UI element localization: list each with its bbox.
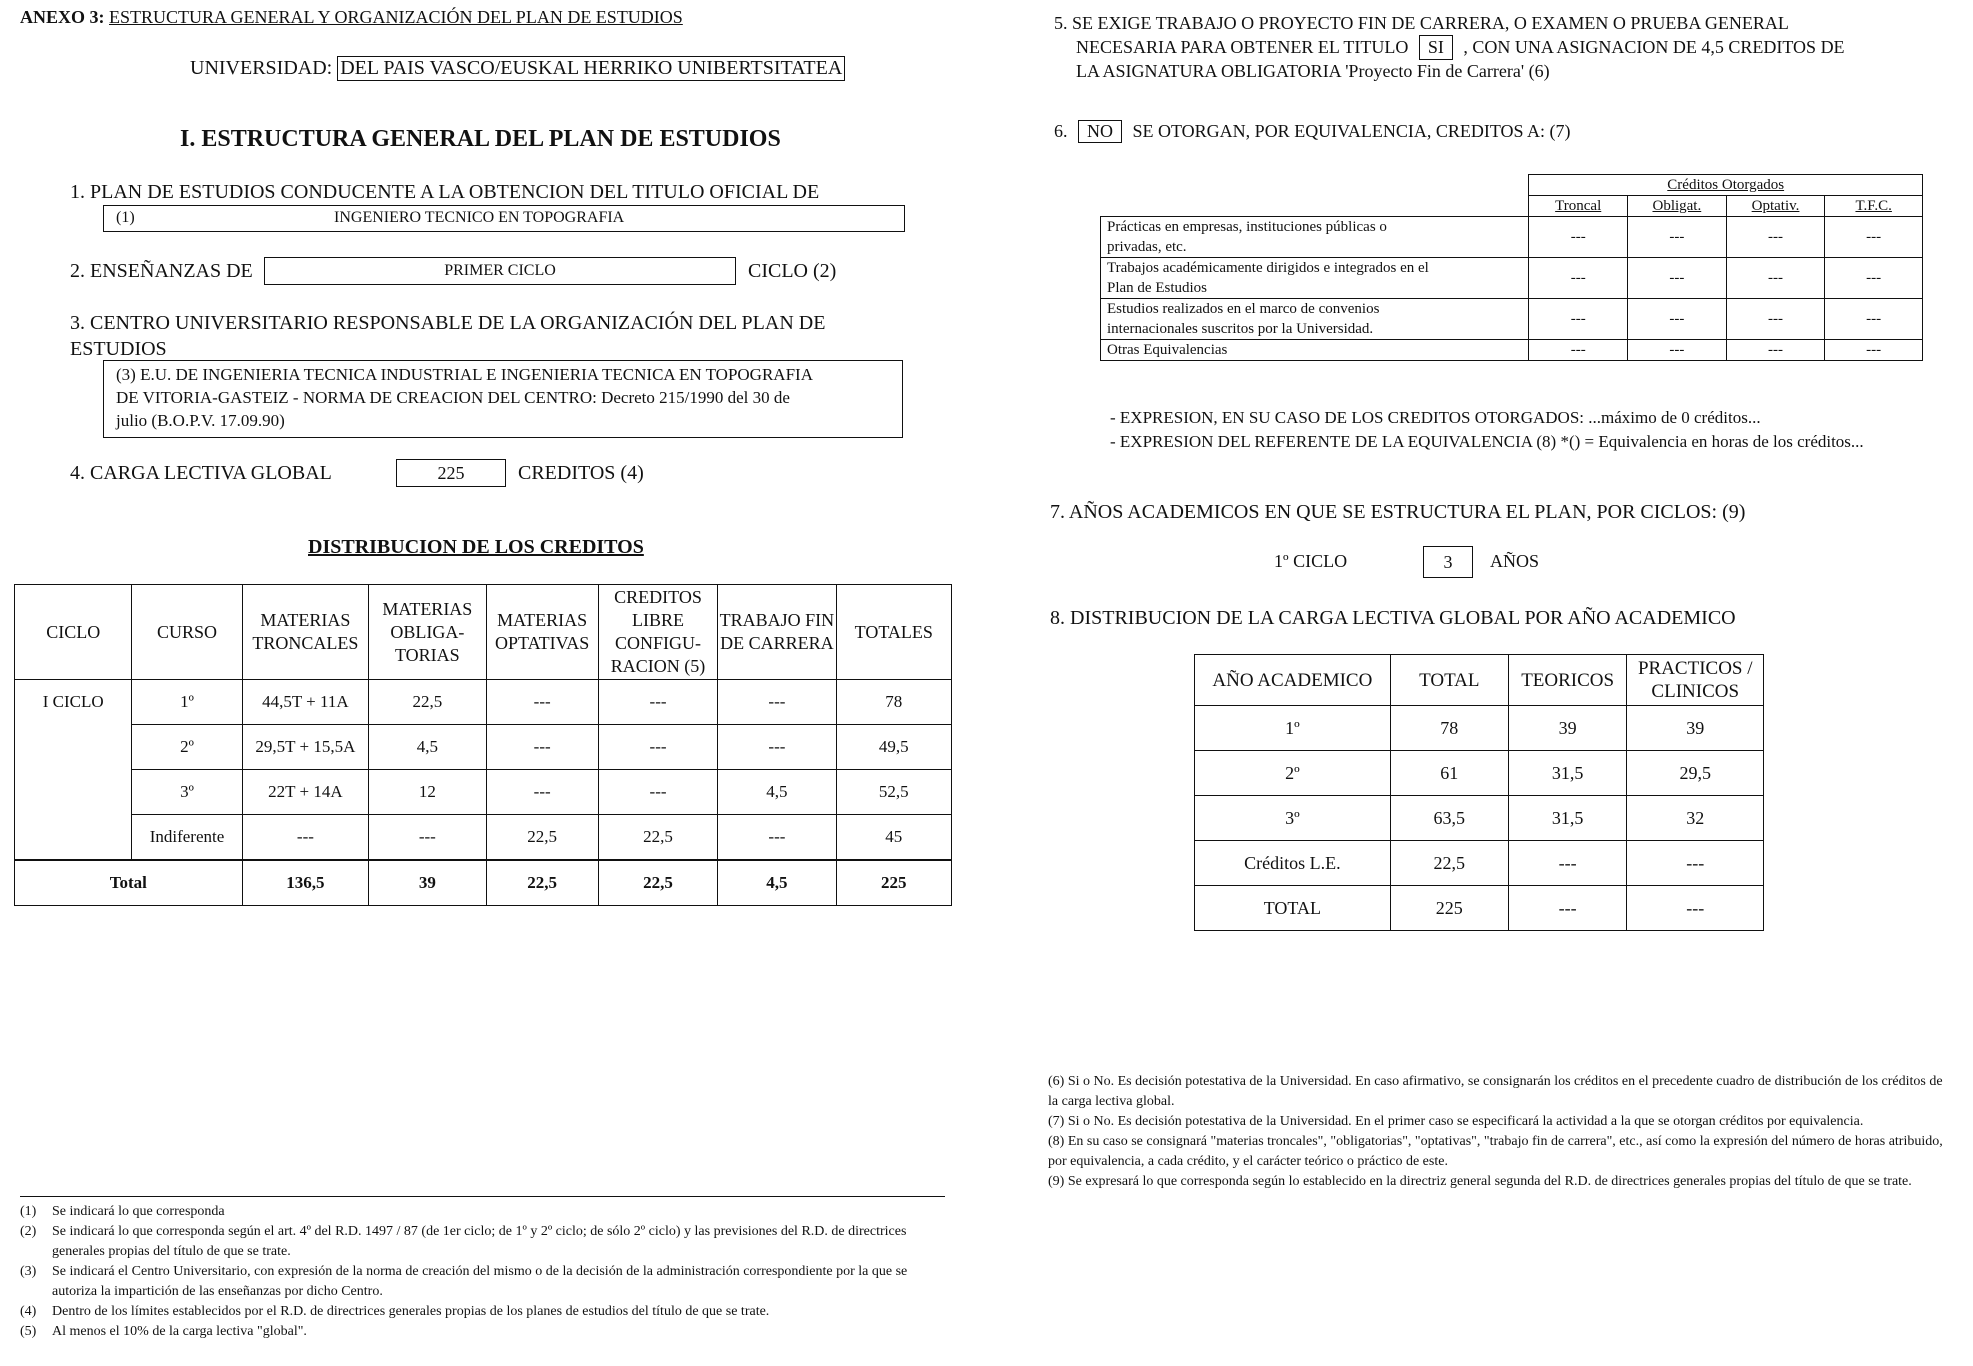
equiv-row-label: [1101, 217, 1529, 258]
cell-totales: 52,5: [836, 770, 951, 815]
footnote-num: (5): [20, 1324, 37, 1339]
item7-label: 7. AÑOS ACADEMICOS EN QUE SE ESTRUCTURA EL PLAN, POR CICLOS: (9): [1050, 501, 1746, 523]
col-troncales: MATERIAS TRONCALES: [242, 585, 368, 680]
cell-total-libre: 22,5: [598, 860, 717, 906]
cell-total: 63,5: [1390, 796, 1508, 841]
col-totales: TOTALES: [836, 585, 951, 680]
item7-suffix: AÑOS: [1490, 551, 1540, 571]
item5-line2b: , CON UNA ASIGNACION DE 4,5 CREDITOS DE: [1463, 37, 1845, 57]
cell-total-label: Total: [15, 860, 243, 906]
item2-value: PRIMER CICLO: [264, 257, 736, 285]
table-row: [1101, 217, 1923, 258]
equivalence-table: [1100, 174, 1923, 361]
cell-anio: Créditos L.E.: [1195, 841, 1391, 886]
equiv-cell: ---: [1628, 340, 1727, 361]
cell-optativas: ---: [486, 770, 598, 815]
right-footnotes: [1048, 1072, 1953, 1192]
table-row: [1101, 299, 1923, 340]
equiv-col: Obligat.: [1628, 196, 1727, 217]
item4-value: 225: [396, 459, 506, 487]
equiv-row-label: [1101, 299, 1529, 340]
expression-credits: - EXPRESION, EN SU CASO DE LOS CREDITOS OTORGADOS: ...máximo de 0 créditos...: [1110, 408, 1761, 427]
item6-label: SE OTORGAN, POR EQUIVALENCIA, CREDITOS A: (7): [1132, 121, 1571, 141]
cell-trabajo: ---: [718, 815, 836, 861]
item3-label-1: 3. CENTRO UNIVERSITARIO RESPONSABLE DE LA ORGANIZACIÓN DEL PLAN DE: [70, 312, 826, 334]
equiv-cell: ---: [1825, 258, 1923, 299]
cell-trabajo: ---: [718, 680, 836, 725]
table-row: [15, 770, 952, 815]
cell-libre: 22,5: [598, 815, 717, 861]
table-row: [1195, 886, 1764, 931]
cell-teoricos: 31,5: [1508, 796, 1627, 841]
item6-value: NO: [1078, 120, 1122, 143]
cell-total: 78: [1390, 706, 1508, 751]
cell-practicos: ---: [1627, 841, 1764, 886]
annex-title: ESTRUCTURA GENERAL Y ORGANIZACIÓN DEL PLAN DE ESTUDIOS: [109, 7, 683, 27]
table-row: [1101, 340, 1923, 361]
equiv-cell: ---: [1529, 340, 1628, 361]
footnote-divider: [20, 1196, 945, 1197]
equiv-header-row: [1101, 196, 1923, 217]
footnote-text: Al menos el 10% de la carga lectiva "global".: [52, 1324, 307, 1339]
item1-box: [103, 205, 905, 232]
item6: [1054, 120, 1571, 143]
item3-value-1: (3) E.U. DE INGENIERIA TECNICA INDUSTRIAL E INGENIERIA TECNICA EN TOPOGRAFIA: [116, 365, 813, 384]
equiv-group-header: Créditos Otorgados: [1529, 175, 1923, 196]
equiv-cell: ---: [1529, 258, 1628, 299]
item4-label: 4. CARGA LECTIVA GLOBAL: [70, 462, 332, 484]
equiv-cell: ---: [1726, 217, 1825, 258]
cell-troncales: 44,5T + 11A: [242, 680, 368, 725]
empty-cell: [1101, 175, 1529, 196]
table-row: [1195, 751, 1764, 796]
item3-label-2: ESTUDIOS: [70, 338, 167, 360]
cell-anio: 3º: [1195, 796, 1391, 841]
cell-libre: ---: [598, 680, 717, 725]
col-total: TOTAL: [1390, 655, 1508, 706]
cell-libre: ---: [598, 725, 717, 770]
item5-line3: LA ASIGNATURA OBLIGATORIA 'Proyecto Fin de Carrera' (6): [1076, 61, 1550, 81]
cell-obligatorias: 12: [369, 770, 486, 815]
equiv-col: Troncal: [1529, 196, 1628, 217]
table-row: [1195, 796, 1764, 841]
equiv-col: Optativ.: [1726, 196, 1825, 217]
cell-practicos: 39: [1627, 706, 1764, 751]
cell-ciclo: I CICLO: [15, 680, 132, 725]
equiv-cell: ---: [1726, 299, 1825, 340]
cell-optativas: ---: [486, 725, 598, 770]
footnote: (6) Si o No. Es decisión potestativa de la Universidad. En caso afirmativo, se consignarán los créditos en el precedente cuadro de distribución de los créditos de la carga lectiva global.: [1048, 1074, 1943, 1109]
equiv-cell: ---: [1628, 217, 1727, 258]
cell-teoricos: ---: [1508, 886, 1627, 931]
credits-distribution-table: [14, 584, 952, 906]
label-line: Plan de Estudios: [1107, 280, 1207, 296]
cell-totales: 45: [836, 815, 951, 861]
cell-optativas: 22,5: [486, 815, 598, 861]
cell-curso: 3º: [132, 770, 242, 815]
footnote: [20, 1302, 945, 1322]
item3-box: [103, 360, 903, 438]
item7-ciclo: 1º CICLO: [1274, 551, 1348, 571]
col-curso: CURSO: [132, 585, 242, 680]
cell-totales: 78: [836, 680, 951, 725]
cell-totales: 49,5: [836, 725, 951, 770]
equiv-cell: ---: [1726, 340, 1825, 361]
item5: [1054, 12, 1845, 83]
footnote-text: Dentro de los límites establecidos por el R.D. de directrices generales propias de los planes de estudios del título de que se trate.: [52, 1304, 770, 1319]
table-row: [15, 815, 952, 861]
equiv-cell: ---: [1825, 340, 1923, 361]
col-optativas: MATERIAS OPTATIVAS: [486, 585, 598, 680]
equiv-group-row: [1101, 175, 1923, 196]
cell-teoricos: ---: [1508, 841, 1627, 886]
cell-total-totales: 225: [836, 860, 951, 906]
footnote: (9) Se expresará lo que corresponda según lo establecido en la directriz general segunda del R.D. de directrices generales propias del título de que se trate.: [1048, 1174, 1912, 1189]
item3-value-3: julio (B.O.P.V. 17.09.90): [116, 411, 285, 430]
footnote: (8) En su caso se consignará "materias troncales", "obligatorias", "optativas", "trabajo fin de carrera", etc., así como la expresión del número de horas atribuido, por equivalencia, a cada crédito, y el carácter teórico o práctico de este.: [1048, 1134, 1943, 1169]
cell-obligatorias: ---: [369, 815, 486, 861]
col-anio: AÑO ACADEMICO: [1195, 655, 1391, 706]
cell-total: 22,5: [1390, 841, 1508, 886]
table-row: [1101, 258, 1923, 299]
item2-suffix: CICLO (2): [748, 260, 837, 282]
col-obligatorias: MATERIAS OBLIGA- TORIAS: [369, 585, 486, 680]
item5-value: SI: [1419, 35, 1453, 60]
left-footnotes: [20, 1202, 945, 1342]
equiv-cell: ---: [1825, 299, 1923, 340]
item2-label: 2. ENSEÑANZAS DE: [70, 260, 253, 282]
cell-total-obligatorias: 39: [369, 860, 486, 906]
item1-value: INGENIERO TECNICO EN TOPOGRAFIA: [334, 209, 625, 226]
cell-teoricos: 31,5: [1508, 751, 1627, 796]
footnote-num: (4): [20, 1304, 37, 1319]
cell-total-troncales: 136,5: [242, 860, 368, 906]
cell-anio: 2º: [1195, 751, 1391, 796]
expression-reference: - EXPRESION DEL REFERENTE DE LA EQUIVALENCIA (8) *() = Equivalencia en horas de los créditos...: [1110, 432, 1864, 451]
cell-anio: 1º: [1195, 706, 1391, 751]
dist-title: DISTRIBUCION DE LOS CREDITOS: [308, 536, 644, 558]
label-line: Trabajos académicamente dirigidos e integrados en el: [1107, 260, 1429, 276]
table-total-row: [15, 860, 952, 906]
equiv-cell: ---: [1628, 258, 1727, 299]
footnote: (7) Si o No. Es decisión potestativa de la Universidad. En el primer caso se especificará la actividad a la que se otorgan créditos por equivalencia.: [1048, 1114, 1864, 1129]
label-line: privadas, etc.: [1107, 239, 1187, 255]
cell-curso: 2º: [132, 725, 242, 770]
item6-num: 6.: [1054, 121, 1068, 141]
item8-label: 8. DISTRIBUCION DE LA CARGA LECTIVA GLOBAL POR AÑO ACADEMICO: [1050, 607, 1736, 629]
cell-teoricos: 39: [1508, 706, 1627, 751]
table-header-row: [1195, 655, 1764, 706]
equiv-cell: ---: [1825, 217, 1923, 258]
cell-total-trabajo: 4,5: [718, 860, 836, 906]
cell-practicos: ---: [1627, 886, 1764, 931]
item3-value-2: DE VITORIA-GASTEIZ - NORMA DE CREACION DEL CENTRO: Decreto 215/1990 del 30 de: [116, 388, 790, 407]
item1-label: 1. PLAN DE ESTUDIOS CONDUCENTE A LA OBTENCION DEL TITULO OFICIAL DE: [70, 181, 820, 203]
equiv-cell: ---: [1726, 258, 1825, 299]
empty-cell: [1101, 196, 1529, 217]
table-row: [1195, 706, 1764, 751]
cell-obligatorias: 22,5: [369, 680, 486, 725]
cell-troncales: 29,5T + 15,5A: [242, 725, 368, 770]
item5-line2a: NECESARIA PARA OBTENER EL TITULO: [1076, 37, 1409, 57]
cell-troncales: 22T + 14A: [242, 770, 368, 815]
cell-libre: ---: [598, 770, 717, 815]
cell-total: 225: [1390, 886, 1508, 931]
table-header-row: [15, 585, 952, 680]
equiv-row-label: Otras Equivalencias: [1101, 340, 1529, 361]
footnote: [20, 1322, 945, 1342]
footnote: [20, 1262, 945, 1302]
section-title: I. ESTRUCTURA GENERAL DEL PLAN DE ESTUDIOS: [180, 126, 781, 152]
cell-curso: 1º: [132, 680, 242, 725]
col-trabajo: TRABAJO FIN DE CARRERA: [718, 585, 836, 680]
cell-ciclo: [15, 815, 132, 861]
label-line: internacionales suscritos por la Universidad.: [1107, 321, 1374, 337]
equiv-cell: ---: [1529, 299, 1628, 340]
footnote-text: Se indicará lo que corresponda según el art. 4º del R.D. 1497 / 87 (de 1er ciclo; de 1º y 2º ciclo; de sólo 2º ciclo) y las previsiones del R.D. de directrices generales propias del título de que se trate.: [52, 1224, 907, 1259]
footnote-text: Se indicará el Centro Universitario, con expresión de la norma de creación del mismo o de la decisión de la administración correspondiente por la que se autoriza la impartición de las enseñanzas por dicho Centro.: [52, 1264, 908, 1299]
equiv-cell: ---: [1628, 299, 1727, 340]
col-libre: CREDITOS LIBRE CONFIGU- RACION (5): [598, 585, 717, 680]
cell-optativas: ---: [486, 680, 598, 725]
table-row: [15, 680, 952, 725]
cell-trabajo: 4,5: [718, 770, 836, 815]
footnote-num: (1): [20, 1204, 37, 1219]
cell-ciclo: [15, 770, 132, 815]
item5-line2: [1054, 35, 1845, 60]
label-line: Estudios realizados en el marco de convenios: [1107, 301, 1380, 317]
footnote: [20, 1202, 945, 1222]
footnote-num: (3): [20, 1264, 37, 1279]
cell-practicos: 32: [1627, 796, 1764, 841]
university-row: [190, 56, 845, 81]
item1-note: (1): [116, 209, 135, 226]
cell-total-optativas: 22,5: [486, 860, 598, 906]
cell-ciclo: [15, 725, 132, 770]
label-line: Prácticas en empresas, instituciones públicas o: [1107, 219, 1387, 235]
item7-value: 3: [1423, 546, 1473, 578]
cell-practicos: 29,5: [1627, 751, 1764, 796]
equiv-row-label: [1101, 258, 1529, 299]
table-row: [15, 725, 952, 770]
footnote-num: (2): [20, 1224, 37, 1239]
cell-obligatorias: 4,5: [369, 725, 486, 770]
footnote: [20, 1222, 945, 1262]
table-row: [1195, 841, 1764, 886]
expressions: [1110, 406, 1864, 454]
col-teoricos: TEORICOS: [1508, 655, 1627, 706]
yearly-load-table: [1194, 654, 1764, 931]
annex-heading: [20, 7, 683, 28]
item5-line1: 5. SE EXIGE TRABAJO O PROYECTO FIN DE CARRERA, O EXAMEN O PRUEBA GENERAL: [1054, 13, 1789, 33]
footnote-text: Se indicará lo que corresponda: [52, 1204, 225, 1219]
cell-troncales: ---: [242, 815, 368, 861]
equiv-cell: ---: [1529, 217, 1628, 258]
cell-trabajo: ---: [718, 725, 836, 770]
annex-prefix: ANEXO 3:: [20, 7, 105, 27]
cell-curso: Indiferente: [132, 815, 242, 861]
cell-total: 61: [1390, 751, 1508, 796]
item4-suffix: CREDITOS (4): [518, 462, 644, 484]
equiv-col: T.F.C.: [1825, 196, 1923, 217]
col-ciclo: CICLO: [15, 585, 132, 680]
university-value: DEL PAIS VASCO/EUSKAL HERRIKO UNIBERTSITATEA: [337, 56, 845, 81]
cell-anio: TOTAL: [1195, 886, 1391, 931]
university-label: UNIVERSIDAD:: [190, 57, 333, 79]
col-practicos: PRACTICOS / CLINICOS: [1627, 655, 1764, 706]
